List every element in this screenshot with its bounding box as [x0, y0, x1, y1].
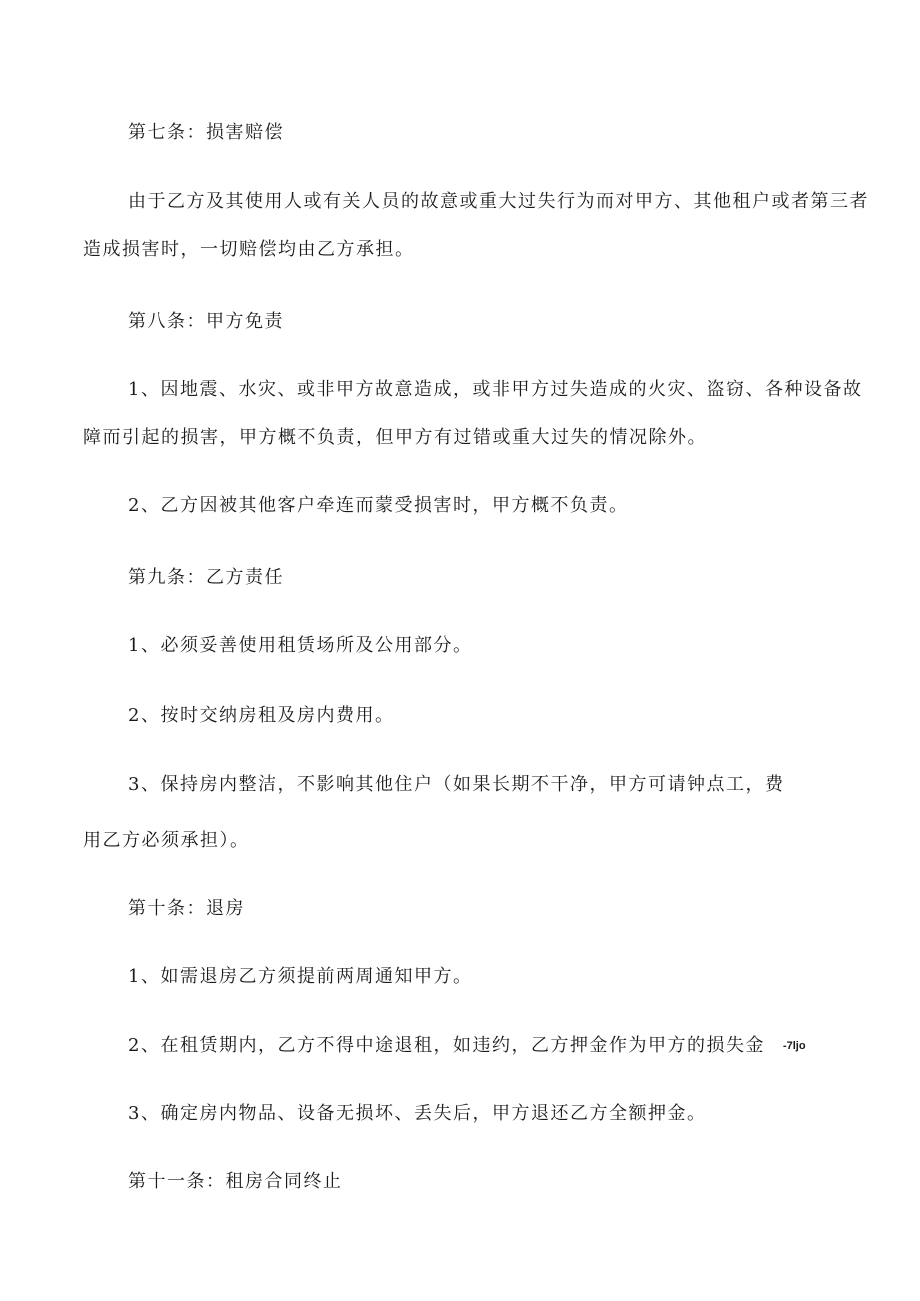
- article-9-item-2: 2、按时交纳房租及房内费用。: [128, 705, 395, 726]
- article-9-item-3-line-1: 3、保持房内整洁，不影响其他住户（如果长期不干净，甲方可请钟点工，费: [128, 774, 785, 795]
- article-10-item-3: 3、确定房内物品、设备无损坏、丢失后，甲方退还乙方全额押金。: [128, 1103, 707, 1124]
- article-8-heading: 第八条：甲方免责: [128, 311, 284, 332]
- article-7-heading: 第七条：损害赔偿: [128, 122, 284, 143]
- article-10-item-2: [128, 1034, 806, 1058]
- article-10-heading: 第十条：退房: [128, 898, 245, 919]
- article-10-item-2-text: 2、在租赁期内，乙方不得中途退租，如违约，乙方押金作为甲方的损失金: [128, 1035, 765, 1056]
- article-9-heading: 第九条：乙方责任: [128, 567, 284, 588]
- article-7-body-line-2: 造成损害时，一切赔偿均由乙方承担。: [83, 239, 415, 260]
- article-9-item-1: 1、必须妥善使用租赁场所及公用部分。: [128, 635, 473, 656]
- article-9-item-3-line-2: 用乙方必须承担）。: [83, 830, 250, 851]
- article-8-item-1-line-2: 障而引起的损害，甲方概不负责，但甲方有过错或重大过失的情况除外。: [83, 427, 707, 448]
- article-10-item-1: 1、如需退房乙方须提前两周通知甲方。: [128, 966, 473, 987]
- article-11-heading: 第十一条：租房合同终止: [128, 1171, 343, 1192]
- scan-artifact-text: -7ljo: [782, 1040, 806, 1052]
- article-8-item-2: 2、乙方因被其他客户牵连而蒙受损害时，甲方概不负责。: [128, 495, 629, 516]
- article-7-body-line-1: 由于乙方及其使用人或有关人员的故意或重大过失行为而对甲方、其他租户或者第三者: [128, 191, 869, 212]
- article-8-item-1-line-1: 1、因地震、水灾、或非甲方故意造成，或非甲方过失造成的火灾、盗窃、各种设备故: [128, 379, 863, 400]
